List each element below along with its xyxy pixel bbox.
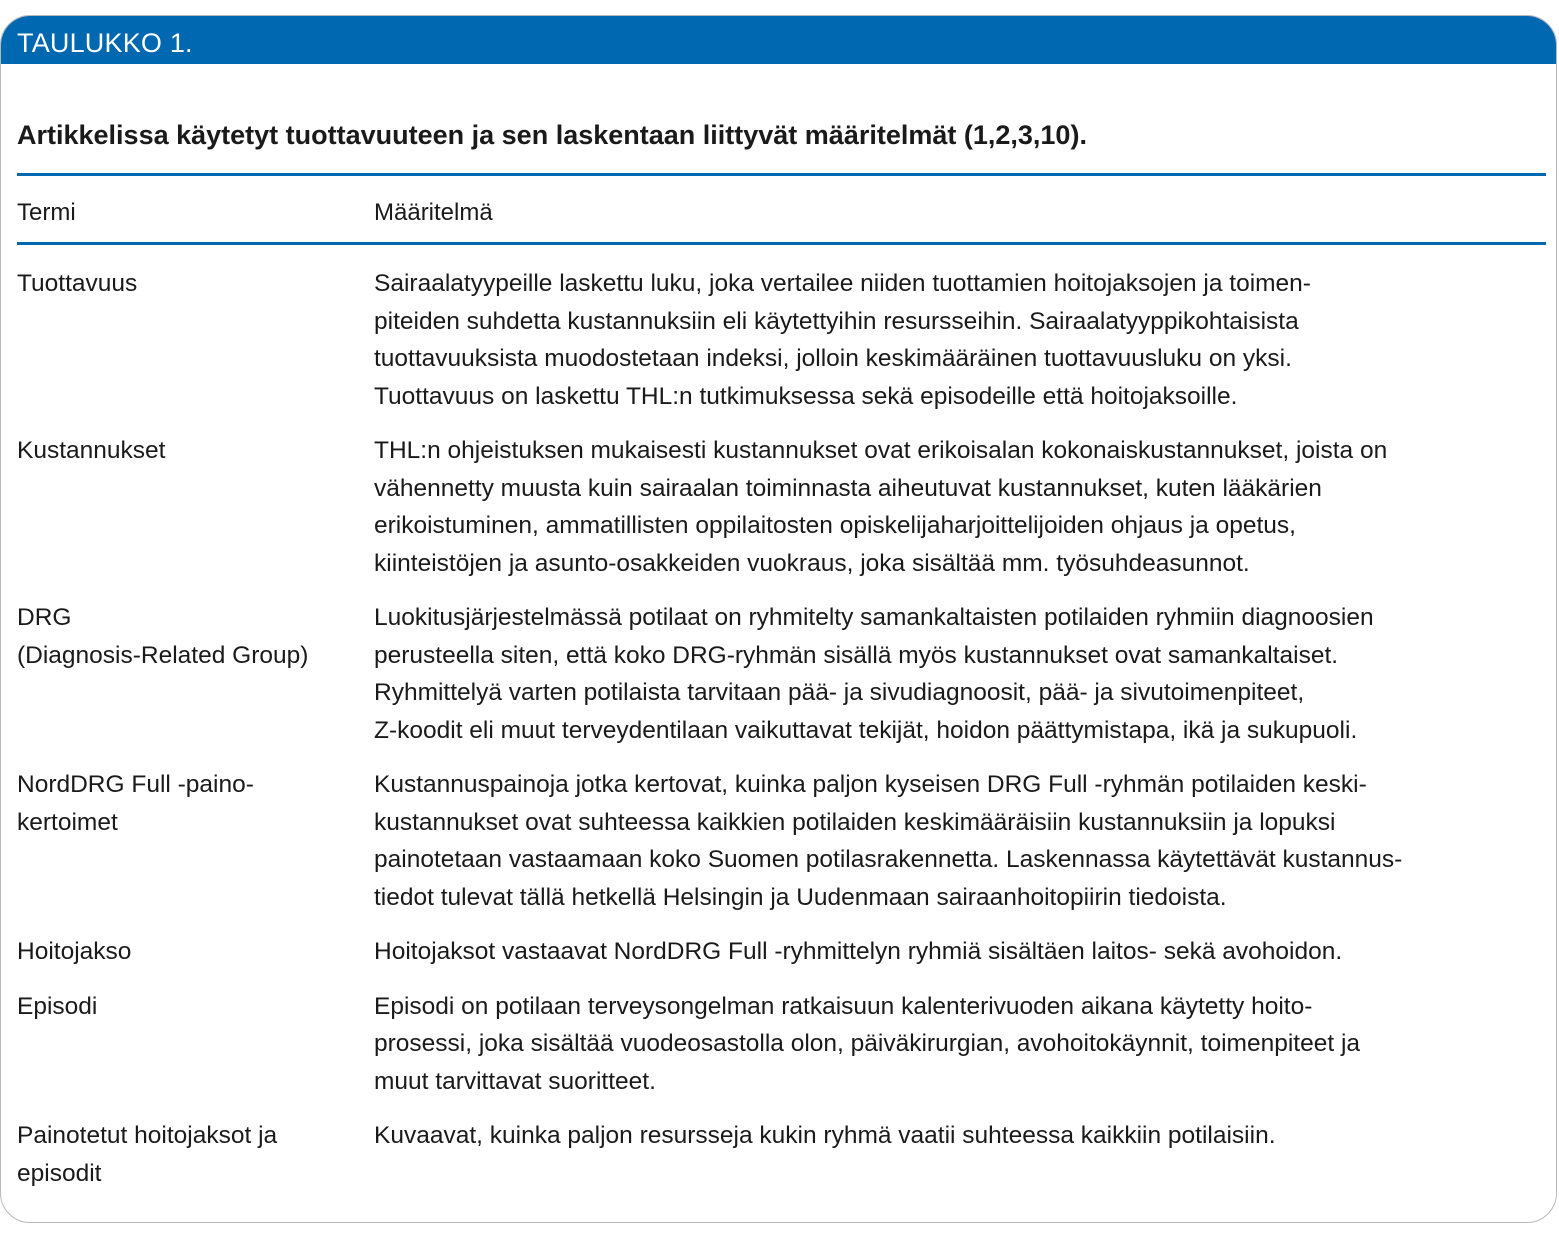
row-definition: Sairaalatyypeille laskettu luku, joka vertailee niiden tuottamien hoitojaksojen ja toimen- piteiden suhdetta kustannuksiin eli käytettyihin resursseihin. Sairaalatyyppikohtaisista tuottavuuksista muodostetaan indeksi, jolloin keskimääräinen tuottavuusluku on yksi. Tuottavuus on laskettu THL:n tutkimuksessa sekä episodeille että hoitojaksoille. xyxy=(374,270,1311,410)
table-row xyxy=(17,599,1546,749)
row-definition: THL:n ohjeistuksen mukaisesti kustannukset ovat erikoisalan kokonaiskustannukset, joista on vähennetty muusta kuin sairaalan toiminnasta aiheutuvat kustannukset, kuten lääkärien erikoistuminen, ammatillisten oppilaitosten opiskelijaharjoittelijoiden ohjaus ja opetus, kiinteistöjen ja asunto-osakkeiden vuokraus, joka sisältää mm. työsuhdeasunnot. xyxy=(374,437,1388,577)
row-term: Painotetut hoitojaksot ja episodit xyxy=(17,1122,278,1187)
table-row xyxy=(17,933,1546,971)
row-term: Episodi xyxy=(17,992,98,1020)
row-definition: Episodi on potilaan terveysongelman ratkaisuun kalenterivuoden aikana käytetty hoito- prosessi, joka sisältää vuodeosastolla olon, päiväkirurgian, avohoitokäynnit, toimenpiteet ja muut tarvittavat suoritteet. xyxy=(374,992,1361,1095)
table-row xyxy=(17,766,1546,916)
row-term: Hoitojakso xyxy=(17,938,132,965)
table-body xyxy=(17,265,1546,1209)
row-definition: Luokitusjärjestelmässä potilaat on ryhmitelty samankaltaisten potilaiden ryhmiin diagnoosien perusteella siten, että koko DRG-ryhmän sisällä myös kustannukset ovat samankaltaiset. Ryhmittelyä varten potilaista tarvitaan pää- ja sivudiagnoosit, pää- ja sivutoimenpiteet, Z-koodit eli muut terveydentilaan vaikuttavat tekijät, hoidon päättymistapa, ikä ja sukupuoli. xyxy=(374,604,1374,744)
top-divider xyxy=(17,173,1546,176)
row-term: Tuottavuus xyxy=(17,270,138,297)
row-term: DRG (Diagnosis-Related Group) xyxy=(17,604,309,669)
table-row xyxy=(17,432,1546,582)
row-definition: Kuvaavat, kuinka paljon resursseja kukin ryhmä vaatii suhteessa kaikkiin potilaisiin. xyxy=(374,1122,1276,1149)
row-term: NordDRG Full -paino- kertoimet xyxy=(17,771,254,836)
row-term: Kustannukset xyxy=(17,437,166,464)
table-row xyxy=(17,1117,1546,1192)
row-definition: Hoitojaksot vastaavat NordDRG Full -ryhmittelyn ryhmiä sisältäen laitos- sekä avohoidon. xyxy=(374,938,1343,965)
table-row xyxy=(17,988,1546,1101)
row-definition: Kustannuspainoja jotka kertovat, kuinka paljon kyseisen DRG Full -ryhmän potilaiden keski- kustannukset ovat suhteessa kaikkien potilaiden keskimääräisiin kustannuksiin ja lopuksi painotetaan vastaamaan koko Suomen potilasrakennetta. Laskennassa käytettävät kustannus- tiedot tulevat tällä hetkellä Helsingin ja Uudenmaan sairaanhoitopiirin tiedoista. xyxy=(374,771,1403,911)
table-number-label: TAULUKKO 1. xyxy=(17,28,193,58)
table-card xyxy=(0,15,1557,1223)
table-title: Artikkelissa käytetyt tuottavuuteen ja sen laskentaan liittyvät määritelmät (1,2,3,10). xyxy=(17,120,1087,150)
column-header-definition: Määritelmä xyxy=(374,199,493,226)
header-divider xyxy=(17,242,1546,245)
table-header-bar xyxy=(1,16,1556,64)
column-header-term: Termi xyxy=(17,199,76,226)
table-row xyxy=(17,265,1546,415)
